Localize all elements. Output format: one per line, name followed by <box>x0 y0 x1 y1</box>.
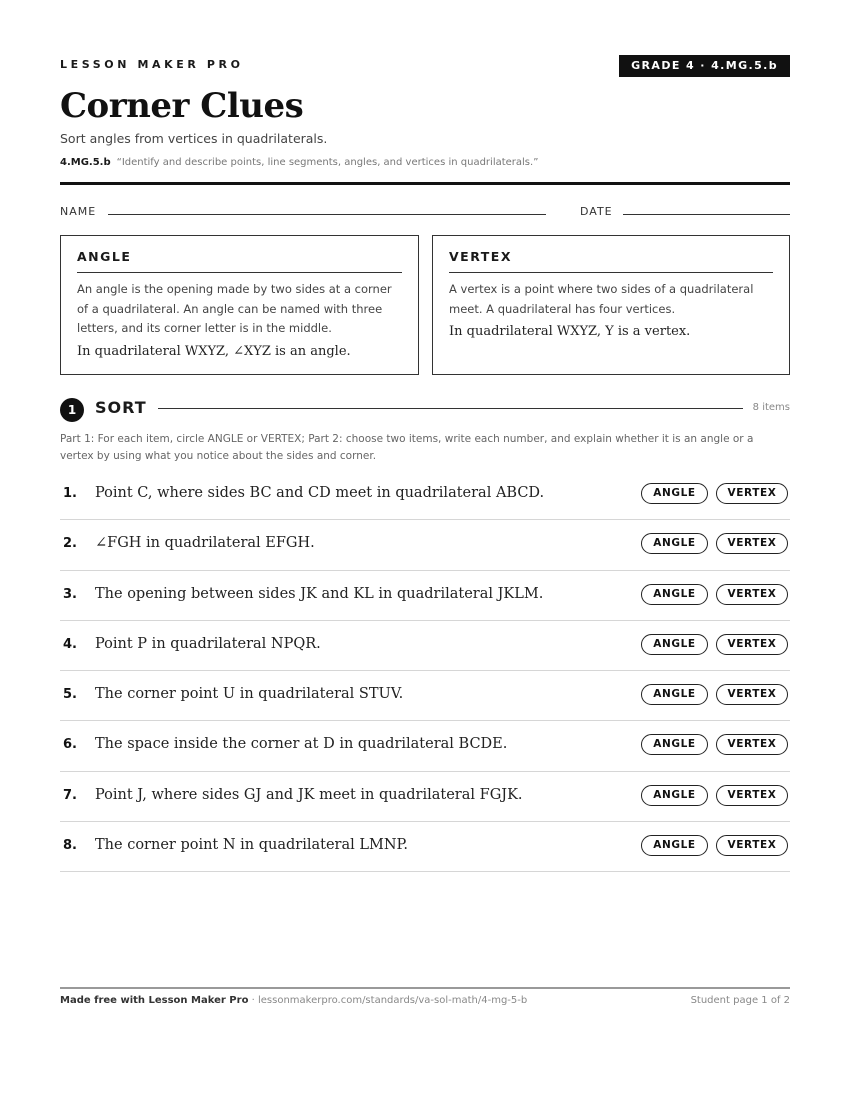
standard-text: “Identify and describe points, line segments, angles, and vertices in quadrilaterals.” <box>116 157 539 168</box>
section-divider <box>158 408 743 409</box>
list-item <box>60 822 790 872</box>
vertex-choice[interactable]: VERTEX <box>716 634 788 655</box>
angle-choice[interactable]: ANGLE <box>641 533 708 554</box>
item-number: 2. <box>63 536 77 552</box>
date-label: DATE <box>580 205 613 218</box>
angle-choice[interactable]: ANGLE <box>641 785 708 806</box>
angle-choice[interactable]: ANGLE <box>641 684 708 705</box>
list-item <box>60 470 790 520</box>
section-item-count: 8 items <box>752 402 790 413</box>
vertex-choice[interactable]: VERTEX <box>716 533 788 554</box>
footer-divider <box>60 987 790 989</box>
definition-example: In quadrilateral WXYZ, ∠XYZ is an angle. <box>77 343 351 359</box>
item-number: 7. <box>63 787 77 803</box>
angle-choice[interactable]: ANGLE <box>641 835 708 856</box>
footer-url[interactable]: · lessonmakerpro.com/standards/va-sol-math/4-mg-5-b <box>248 995 528 1006</box>
list-item <box>60 520 790 570</box>
vertex-choice[interactable]: VERTEX <box>716 684 788 705</box>
footer-page-number: Student page 1 of 2 <box>690 995 790 1006</box>
definition-text: An angle is the opening made by two sides at a corner of a quadrilateral. An angle can be named with three letters, and its corner letter is in the middle. <box>77 282 392 335</box>
standard-code: 4.MG.5.b <box>60 157 111 168</box>
name-field[interactable] <box>108 214 546 215</box>
grade-badge: GRADE 4 · 4.MG.5.b <box>619 55 790 77</box>
list-item <box>60 621 790 671</box>
page-title: Corner Clues <box>60 86 304 126</box>
vertex-choice[interactable]: VERTEX <box>716 785 788 806</box>
footer-credit <box>60 995 527 1006</box>
item-number: 1. <box>63 486 77 501</box>
item-text: The space inside the corner at D in quadrilateral BCDE. <box>95 736 508 753</box>
vertex-definition-box <box>432 235 790 375</box>
list-item <box>60 721 790 771</box>
name-label: NAME <box>60 205 97 218</box>
definition-text: A vertex is a point where two sides of a quadrilateral meet. A quadrilateral has four vertices. <box>449 282 754 316</box>
item-list <box>60 470 790 872</box>
item-text: Point P in quadrilateral NPQR. <box>95 635 321 652</box>
item-text: The corner point N in quadrilateral LMNP. <box>95 837 408 854</box>
angle-definition-box <box>60 235 419 375</box>
item-text: Point C, where sides BC and CD meet in quadrilateral ABCD. <box>95 485 545 501</box>
item-number: 4. <box>63 636 77 652</box>
section-instructions: Part 1: For each item, circle ANGLE or VERTEX; Part 2: choose two items, write each number, and explain whether it is an angle or a vertex by using what you notice about the sides and corner. <box>60 433 754 462</box>
footer-made-with: Made free with Lesson Maker Pro <box>60 995 249 1006</box>
section-number-badge: 1 <box>60 398 84 422</box>
angle-choice[interactable]: ANGLE <box>641 634 708 655</box>
header-divider <box>60 182 790 185</box>
item-text: Point J, where sides GJ and JK meet in quadrilateral FGJK. <box>95 786 523 803</box>
definition-title: ANGLE <box>77 249 402 273</box>
list-item <box>60 671 790 721</box>
item-number: 6. <box>63 737 77 753</box>
date-field[interactable] <box>623 214 790 215</box>
definition-example: In quadrilateral WXYZ, Y is a vertex. <box>449 324 691 339</box>
item-text: ∠FGH in quadrilateral EFGH. <box>95 535 315 552</box>
list-item <box>60 571 790 621</box>
vertex-choice[interactable]: VERTEX <box>716 584 788 605</box>
item-text: The opening between sides JK and KL in quadrilateral JKLM. <box>95 585 544 602</box>
standard-line <box>60 157 538 168</box>
item-number: 5. <box>63 687 77 703</box>
brand-name: LESSON MAKER PRO <box>60 58 244 71</box>
angle-choice[interactable]: ANGLE <box>641 584 708 605</box>
vertex-choice[interactable]: VERTEX <box>716 483 788 504</box>
section-title: SORT <box>95 398 147 417</box>
item-text: The corner point U in quadrilateral STUV. <box>95 686 404 703</box>
definition-title: VERTEX <box>449 249 773 273</box>
list-item <box>60 772 790 822</box>
vertex-choice[interactable]: VERTEX <box>716 734 788 755</box>
angle-choice[interactable]: ANGLE <box>641 483 708 504</box>
angle-choice[interactable]: ANGLE <box>641 734 708 755</box>
vertex-choice[interactable]: VERTEX <box>716 835 788 856</box>
page-subtitle: Sort angles from vertices in quadrilaterals. <box>60 131 328 146</box>
item-number: 3. <box>63 586 77 602</box>
item-number: 8. <box>63 838 77 854</box>
